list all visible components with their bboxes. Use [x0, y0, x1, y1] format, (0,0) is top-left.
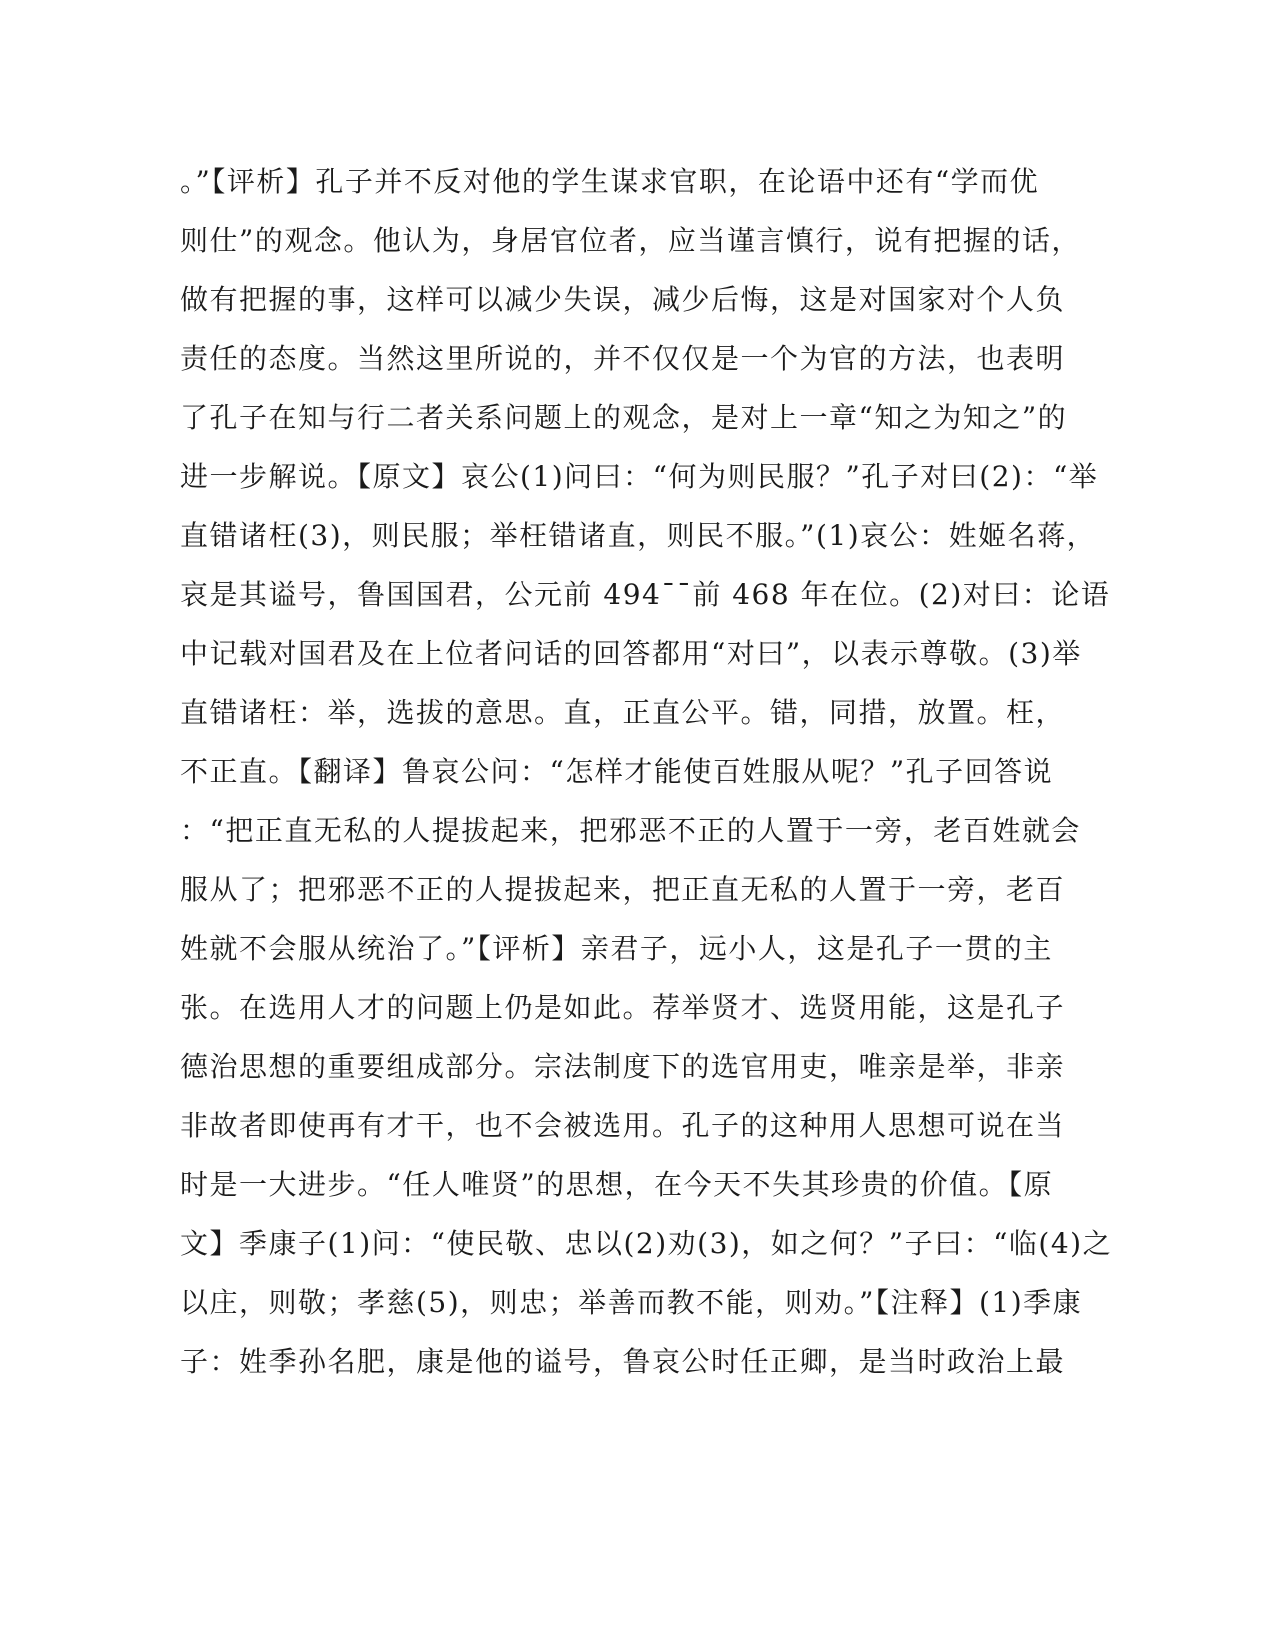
text-line: 了孔子在知与行二者关系问题上的观念，是对上一章“知之为知之”的 — [180, 401, 1068, 434]
text-line: 则仕”的观念。他认为，身居官位者，应当谨言慎行，说有把握的话， — [180, 224, 1081, 257]
text-line: 文】季康子(1)问：“使民敬、忠以(2)劝(3)，如之何？”子曰：“临(4)之 — [180, 1227, 1113, 1260]
text-line: 德治思想的重要组成部分。宗法制度下的选官用吏，唯亲是举，非亲 — [180, 1050, 1066, 1083]
text-line: 责任的态度。当然这里所说的，并不仅仅是一个为官的方法，也表明 — [180, 342, 1066, 375]
text-line: 以庄，则敬；孝慈(5)，则忠；举善而教不能，则劝。”【注释】(1)季康 — [180, 1286, 1083, 1319]
text-line: 非故者即使再有才干，也不会被选用。孔子的这种用人思想可说在当 — [180, 1109, 1066, 1142]
text-line: 不正直。【翻译】鲁哀公问：“怎样才能使百姓服从呢？”孔子回答说 — [180, 755, 1054, 788]
text-line: 时是一大进步。“任人唯贤”的思想，在今天不失其珍贵的价值。【原 — [180, 1168, 1054, 1201]
text-line: 哀是其谥号，鲁国国君，公元前 494¯¯前 468 年在位。(2)对曰：论语 — [180, 578, 1111, 611]
text-line: 直错诸枉(3)，则民服；举枉错诸直，则民不服。”(1)哀公：姓姬名蒋， — [180, 519, 1097, 552]
text-line: 直错诸枉：举，选拔的意思。直，正直公平。错，同措，放置。枉， — [180, 696, 1066, 729]
text-line: 服从了；把邪恶不正的人提拔起来，把正直无私的人置于一旁，老百 — [180, 873, 1066, 906]
text-line: 进一步解说。【原文】哀公(1)问曰：“何为则民服？”孔子对曰(2)：“举 — [180, 460, 1099, 493]
text-line: 姓就不会服从统治了。”【评析】亲君子，远小人，这是孔子一贯的主 — [180, 932, 1053, 965]
text-line: 中记载对国君及在上位者问话的回答都用“对曰”，以表示尊敬。(3)举 — [180, 637, 1082, 670]
text-line: 。”【评析】孔子并不反对他的学生谋求官职，在论语中还有“学而优 — [180, 165, 1040, 198]
text-line: 张。在选用人才的问题上仍是如此。荐举贤才、选贤用能，这是孔子 — [180, 991, 1066, 1024]
text-line: 做有把握的事，这样可以减少失误，减少后悔，这是对国家对个人负 — [180, 283, 1066, 316]
text-line: ：“把正直无私的人提拔起来，把邪恶不正的人置于一旁，老百姓就会 — [180, 814, 1081, 847]
body-text — [180, 158, 1113, 1397]
text-line: 子：姓季孙名肥，康是他的谥号，鲁哀公时任正卿，是当时政治上最 — [180, 1345, 1066, 1378]
